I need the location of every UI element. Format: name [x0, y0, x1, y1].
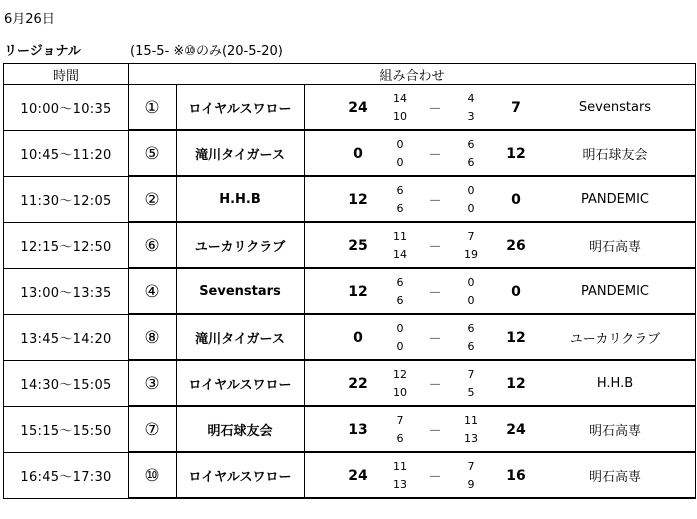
team1-set1: 11	[393, 459, 407, 473]
team1-set1: 0	[396, 137, 404, 151]
team2-name: 明石高専	[588, 240, 641, 255]
team1-set2: 6	[396, 294, 404, 308]
match-number: ②	[144, 189, 160, 210]
team1-sets	[385, 361, 415, 406]
team2-set1: 0	[467, 275, 475, 289]
team2-name: H.H.B	[596, 376, 634, 391]
team1-total: 24	[348, 99, 368, 116]
team1-sets	[385, 131, 415, 176]
team2-set2: 0	[467, 202, 475, 216]
match-cell	[129, 223, 696, 269]
team1-name: ロイヤルスワロー	[188, 378, 292, 393]
match-cell	[129, 361, 696, 407]
match-number: ①	[144, 97, 160, 118]
team1-sets	[385, 453, 415, 498]
team1-total: 22	[348, 375, 368, 392]
team2-set2: 6	[467, 156, 475, 170]
team2-total: 12	[506, 375, 526, 392]
schedule-table	[3, 63, 696, 499]
team1-set2: 0	[396, 340, 404, 354]
match-cell	[129, 177, 696, 223]
score-dash: －	[428, 148, 442, 163]
table-row	[4, 407, 696, 453]
team1-set1: 6	[396, 275, 404, 289]
team2-name: 明石球友会	[582, 148, 648, 163]
divider	[304, 269, 305, 314]
team2-name: 明石高専	[588, 470, 641, 485]
team1-total: 12	[348, 191, 368, 208]
team2-set2: 0	[467, 294, 475, 308]
team2-sets	[456, 85, 486, 130]
divider	[304, 407, 305, 452]
team1-total: 24	[348, 467, 368, 484]
team1-name: Sevenstars	[199, 284, 281, 299]
match-number: ⑤	[144, 143, 160, 164]
team1-set1: 6	[396, 183, 404, 197]
team1-set2: 13	[393, 478, 407, 492]
team1-name: 滝川タイガース	[195, 332, 285, 347]
team2-set2: 9	[467, 478, 475, 492]
score-dash: －	[428, 332, 442, 347]
team1-name: ロイヤルスワロー	[188, 102, 292, 117]
team2-total: 12	[506, 329, 526, 346]
team1-sets	[385, 407, 415, 452]
team2-set1: 0	[467, 183, 475, 197]
team2-name: PANDEMIC	[581, 284, 649, 299]
team1-sets	[385, 177, 415, 222]
team1-sets	[385, 85, 415, 130]
score-dash: －	[428, 240, 442, 255]
team1-set2: 0	[396, 156, 404, 170]
team2-set1: 6	[467, 137, 475, 151]
team2-total: 26	[506, 237, 526, 254]
team1-sets	[385, 315, 415, 360]
team1-name: ユーカリクラブ	[194, 240, 286, 255]
match-time: 10:00～10:35	[4, 85, 129, 131]
match-cell	[129, 453, 696, 499]
score-dash: －	[428, 378, 442, 393]
team2-name: ユーカリクラブ	[569, 332, 661, 347]
match-time: 15:15～15:50	[4, 407, 129, 453]
team2-set2: 19	[464, 248, 478, 262]
table-row	[4, 85, 696, 131]
table-row	[4, 315, 696, 361]
score-dash: －	[428, 286, 442, 301]
table-header-row	[4, 64, 696, 85]
team1-set2: 10	[393, 386, 407, 400]
team2-set1: 6	[467, 321, 475, 335]
match-number: ⑥	[144, 235, 160, 256]
team1-set2: 6	[396, 202, 404, 216]
team2-sets	[456, 223, 486, 268]
team1-total: 0	[353, 145, 363, 162]
divider	[304, 453, 305, 498]
team1-set1: 11	[393, 229, 407, 243]
match-time: 11:30～12:05	[4, 177, 129, 223]
match-time: 12:15～12:50	[4, 223, 129, 269]
team2-total: 16	[506, 467, 526, 484]
team2-sets	[456, 453, 486, 498]
team2-sets	[456, 361, 486, 406]
score-dash: －	[428, 424, 442, 439]
team2-total: 24	[506, 421, 526, 438]
score-dash: －	[428, 194, 442, 209]
date-label: 6月26日	[4, 12, 55, 27]
team2-set2: 3	[467, 110, 475, 124]
team2-set1: 7	[467, 367, 475, 381]
scoring-rule: (15-5- ※⑩のみ(20-5-20)	[130, 44, 283, 59]
divider	[304, 223, 305, 268]
team2-name: Sevenstars	[578, 100, 652, 115]
team1-total: 13	[348, 421, 368, 438]
divider	[304, 131, 305, 176]
team1-name: 明石球友会	[207, 424, 273, 439]
team2-set2: 6	[467, 340, 475, 354]
header-match: 組み合わせ	[129, 64, 696, 85]
team1-set1: 7	[396, 413, 404, 427]
team2-set2: 13	[464, 432, 478, 446]
table-row	[4, 361, 696, 407]
team2-sets	[456, 269, 486, 314]
match-cell	[129, 407, 696, 453]
match-time: 16:45～17:30	[4, 453, 129, 499]
team2-set1: 7	[467, 229, 475, 243]
team1-set1: 0	[396, 321, 404, 335]
team1-name: H.H.B	[219, 192, 261, 207]
match-number: ③	[144, 373, 160, 394]
team2-name: PANDEMIC	[581, 192, 649, 207]
team1-set2: 10	[393, 110, 407, 124]
team1-total: 12	[348, 283, 368, 300]
team2-total: 0	[511, 191, 521, 208]
team1-name: ロイヤルスワロー	[188, 470, 292, 485]
table-row	[4, 453, 696, 499]
team2-sets	[456, 131, 486, 176]
team2-total: 7	[511, 99, 521, 116]
team2-sets	[456, 407, 486, 452]
divider	[304, 315, 305, 360]
table-row	[4, 223, 696, 269]
team1-set2: 14	[393, 248, 407, 262]
score-dash: －	[428, 470, 442, 485]
team2-total: 0	[511, 283, 521, 300]
team2-set1: 7	[467, 459, 475, 473]
team2-total: 12	[506, 145, 526, 162]
team1-total: 25	[348, 237, 368, 254]
team2-sets	[456, 315, 486, 360]
match-cell	[129, 269, 696, 315]
match-cell	[129, 315, 696, 361]
team1-sets	[385, 223, 415, 268]
table-row	[4, 131, 696, 177]
match-number: ④	[144, 281, 160, 302]
team1-sets	[385, 269, 415, 314]
team1-total: 0	[353, 329, 363, 346]
match-cell	[129, 85, 696, 131]
team2-name: 明石高専	[588, 424, 641, 439]
match-cell	[129, 131, 696, 177]
section-title: リージョナル	[4, 44, 81, 59]
team1-set1: 12	[393, 367, 407, 381]
table-row	[4, 269, 696, 315]
divider	[304, 361, 305, 406]
match-time: 10:45～11:20	[4, 131, 129, 177]
team1-name: 滝川タイガース	[195, 148, 285, 163]
match-number: ⑦	[144, 419, 160, 440]
match-number: ⑧	[144, 327, 160, 348]
divider	[304, 177, 305, 222]
team2-set1: 11	[464, 413, 478, 427]
match-time: 14:30～15:05	[4, 361, 129, 407]
divider	[304, 85, 305, 130]
team2-sets	[456, 177, 486, 222]
team2-set2: 5	[467, 386, 475, 400]
match-number: ⑩	[144, 465, 160, 486]
score-dash: －	[428, 102, 442, 117]
team1-set1: 14	[393, 91, 407, 105]
match-time: 13:45～14:20	[4, 315, 129, 361]
row-bottom-rule	[129, 497, 695, 499]
table-row	[4, 177, 696, 223]
match-time: 13:00～13:35	[4, 269, 129, 315]
header-time: 時間	[4, 64, 129, 85]
team2-set1: 4	[467, 91, 475, 105]
team1-set2: 6	[396, 432, 404, 446]
